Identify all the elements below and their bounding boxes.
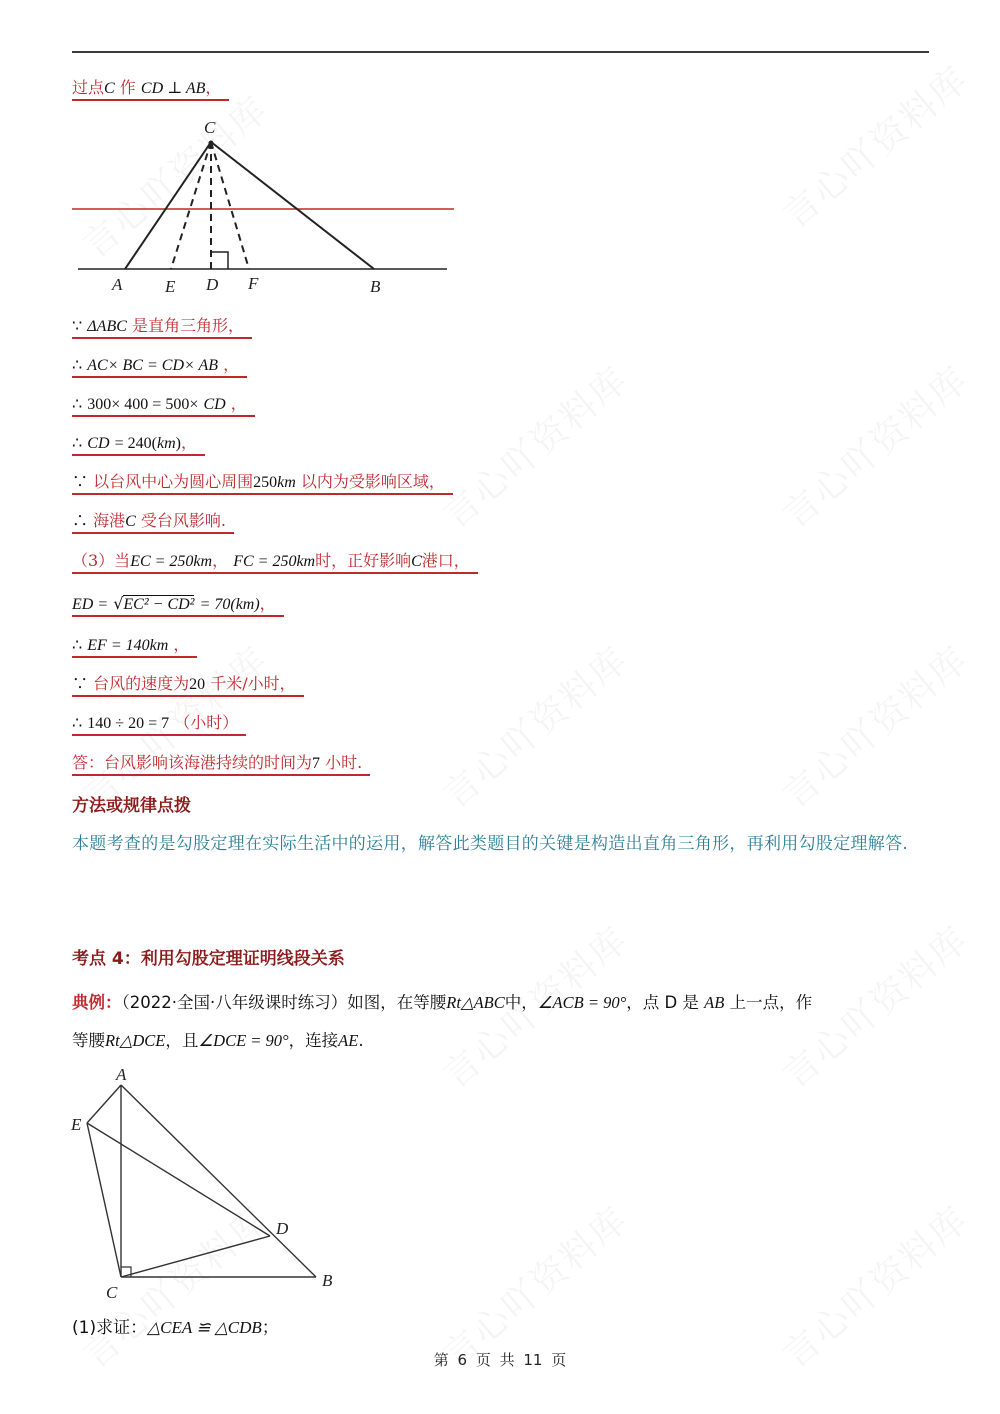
tip-body: 本题考查的是勾股定理在实际生活中的运用，解答此类题目的关键是构造出直角三角形，再利用勾股定理解答. [72,834,909,854]
watermark [430,353,637,539]
text: 等腰 [72,1031,105,1050]
figure-isosceles-right-triangles [66,1060,356,1300]
math: EC = 250km [130,553,213,570]
math: ∠ACB = 90° [537,993,627,1012]
text: 过点 [72,78,105,97]
text: ， [180,433,197,452]
therefore-symbol: ∴ [72,713,83,732]
label-d: D [206,275,219,294]
text: 海港 [93,511,126,530]
text: ，连接 [288,1031,339,1050]
text: ， [173,635,190,654]
solution-intro [72,77,229,100]
text: ， [212,551,229,570]
text: ； [261,1318,279,1338]
because-symbol: ∵ [72,674,89,693]
label-c: C [106,1283,118,1300]
math: AC× BC = CD× AB [87,357,219,374]
tip-title: 方法或规律点拨 [72,796,191,816]
therefore-symbol: ∴ [72,394,83,413]
question-1 [72,1313,279,1338]
unit: km [277,474,296,491]
example-problem [72,984,937,1060]
label-a: A [112,275,123,294]
watermark [770,633,977,819]
number: 300× 400 = 500× [87,396,199,413]
page-footer: 第 6 页 共 11 页 [433,1351,567,1369]
text: 以台风中心为圆心周围 [93,472,254,491]
example-label: 典例： [72,993,122,1012]
text: 是直角三角形， [131,316,244,335]
part3-line [72,550,478,573]
therefore-symbol: ∴ [72,433,83,452]
number: 7 [312,755,321,772]
math: FC = 250km [233,553,316,570]
text: ，点 D 是 [626,993,699,1012]
paren: ) [175,435,181,452]
math: C [411,553,422,570]
math: ΔABC [87,318,127,335]
unit: km [156,435,176,452]
label-b: B [370,277,381,296]
text: 答：台风影响该海港持续的时间为 [72,753,313,772]
text: （小时） [174,713,239,732]
label-c: C [204,118,216,137]
label-e: E [165,277,176,296]
text: 中， [504,993,538,1012]
math: ∠DCE = 90° [198,1031,289,1050]
math: △CEA ≌ △CDB [147,1318,262,1337]
math: C [104,80,115,97]
ef-line [72,634,197,657]
number: 250 [253,474,278,491]
because-symbol: ∵ [72,316,83,335]
label-f: F [248,274,259,293]
radicand: EC² − CD² [123,596,195,613]
label-d: D [276,1219,289,1238]
math: AE [338,1031,359,1050]
math: ED = [72,596,109,613]
text: ， [223,355,240,374]
text: . [358,1031,364,1050]
number: 140 ÷ 20 = 7 [87,715,170,732]
number: 20 [189,676,206,693]
label-e: E [71,1115,82,1134]
text: （3）当 [72,551,131,570]
text: ， [205,78,222,97]
text: ， [259,594,276,613]
step-4 [72,432,205,455]
text: (1)求证： [72,1318,148,1338]
math: CD [203,396,226,413]
header-rule [72,51,929,53]
text: 受台风影响. [140,511,226,530]
because-symbol: ∵ [72,472,89,491]
step-3 [72,393,255,416]
watermark [770,53,977,239]
math: C [125,513,136,530]
figure-triangle-typhoon [72,112,462,302]
text: 作 [119,78,136,97]
step-1 [72,315,252,338]
section-title: 考点 4：利用勾股定理证明线段关系 [72,949,345,969]
text: 以内为受影响区域， [300,472,445,491]
text: 小时. [325,753,363,772]
text: （2022·全国·八年级课时练习）如图，在等腰 [121,993,447,1012]
watermark [770,353,977,539]
math: = 70(km) [199,596,260,613]
step-2 [72,354,247,377]
math: CD [87,435,110,452]
text: 上一点，作 [729,993,813,1012]
therefore-symbol: ∴ [72,511,89,530]
text: 港口， [421,551,470,570]
math: AB [704,993,725,1012]
label-a: A [116,1065,127,1084]
step-6 [72,510,234,533]
label-b: B [322,1271,333,1290]
math: EF = 140km [87,637,169,654]
text: ， [230,394,247,413]
speed-line [72,673,304,696]
math: Rt△ABC [446,993,505,1012]
text: ，且 [165,1031,199,1050]
math: Rt△DCE [105,1031,166,1050]
ed-line: ED = √EC² − CD² = 70(km)， [72,593,284,616]
therefore-symbol: ∴ [72,635,83,654]
therefore-symbol: ∴ [72,355,83,374]
calc-line [72,712,246,735]
number: = 240( [114,435,157,452]
math: CD ⊥ AB [140,80,206,97]
answer-line [72,752,370,775]
text: 千米/小时， [210,674,296,693]
text: 时，正好影响 [315,551,412,570]
step-5 [72,471,453,494]
watermark [430,633,637,819]
text: 台风的速度为 [93,674,190,693]
